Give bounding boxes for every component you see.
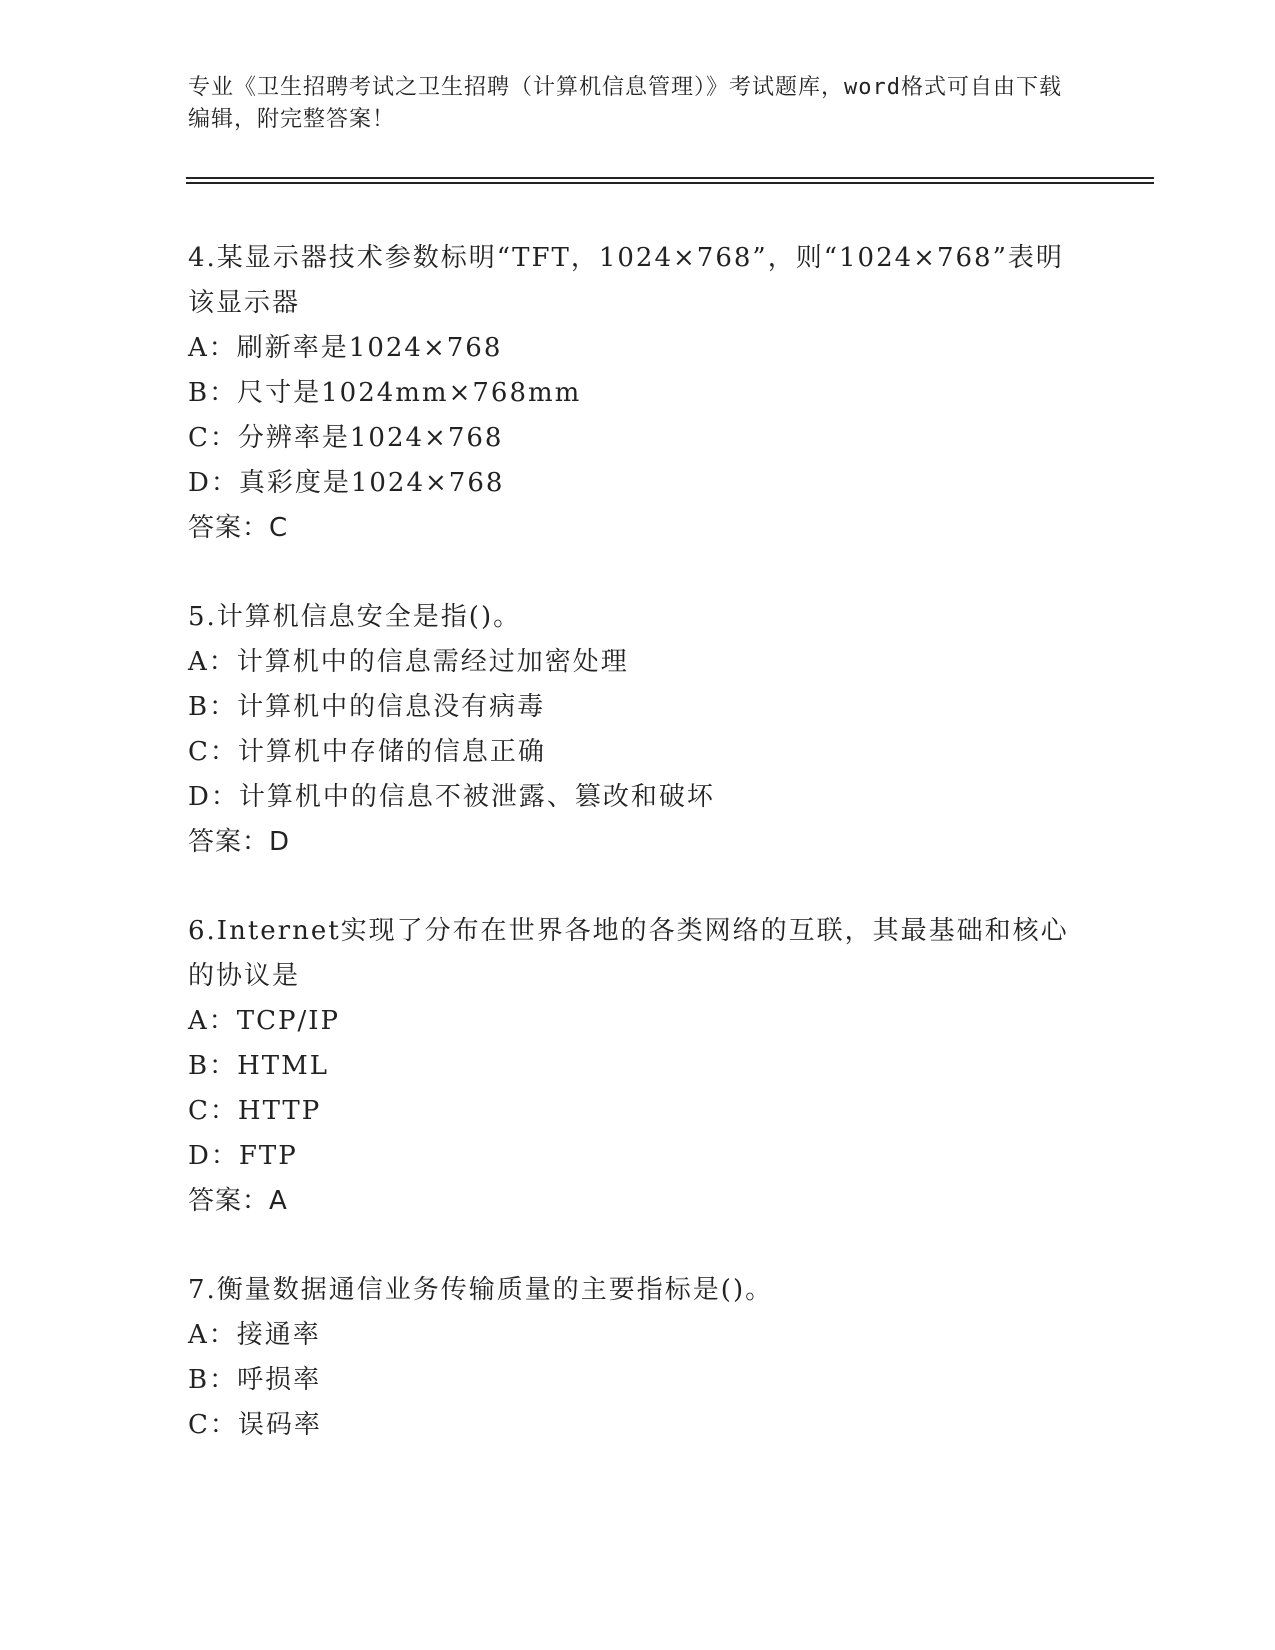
question-list [188, 236, 1078, 1492]
option-d: D：真彩度是1024×768 [188, 468, 505, 498]
option-a: A：刷新率是1024×768 [188, 333, 503, 363]
option-c: C：HTTP [188, 1096, 322, 1126]
option-a: A：计算机中的信息需经过加密处理 [188, 647, 629, 677]
question-stem: 6.Internet实现了分布在世界各地的各类网络的互联，其最基础和核心的协议是 [188, 916, 1069, 991]
option-b: B：尺寸是1024mm×768mm [188, 378, 582, 408]
question-stem: 7.衡量数据通信业务传输质量的主要指标是()。 [188, 1275, 774, 1305]
header-divider-top [186, 177, 1154, 179]
option-a: A：TCP/IP [188, 1006, 341, 1036]
question-7 [188, 1268, 1078, 1448]
option-d: D：FTP [188, 1141, 298, 1171]
answer: 答案：C [188, 513, 289, 543]
option-b: B：HTML [188, 1051, 330, 1081]
question-6 [188, 909, 1078, 1224]
option-d: D：计算机中的信息不被泄露、篡改和破坏 [188, 782, 715, 812]
answer: 答案：D [188, 827, 291, 857]
option-b: B：计算机中的信息没有病毒 [188, 692, 546, 722]
header-divider-bottom [186, 182, 1154, 184]
option-c: C：分辨率是1024×768 [188, 423, 504, 453]
option-b: B：呼损率 [188, 1365, 322, 1395]
option-c: C：计算机中存储的信息正确 [188, 737, 546, 767]
answer: 答案：A [188, 1186, 288, 1216]
option-a: A：接通率 [188, 1320, 321, 1350]
option-c: C：误码率 [188, 1410, 322, 1440]
question-stem: 5.计算机信息安全是指()。 [188, 602, 522, 632]
question-4 [188, 236, 1078, 551]
question-5 [188, 595, 1078, 865]
question-stem: 4.某显示器技术参数标明“TFT，1024×768”，则“1024×768”表明该显示器 [188, 243, 1064, 318]
document-header: 专业《卫生招聘考试之卫生招聘（计算机信息管理）》考试题库，word格式可自由下载编辑，附完整答案！ [188, 75, 1062, 132]
